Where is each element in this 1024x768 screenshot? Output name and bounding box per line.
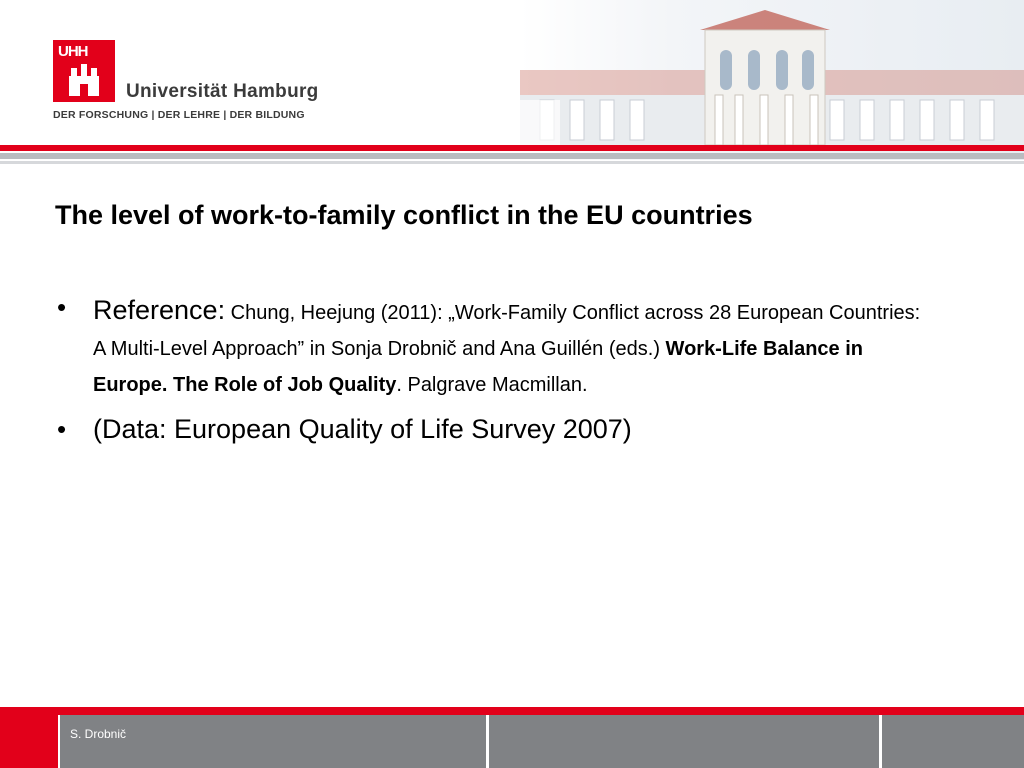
bullet-icon: • (57, 292, 67, 322)
logo-text: UHH (58, 43, 88, 60)
university-name: Universität Hamburg (126, 81, 319, 102)
bullet-data-source (55, 411, 935, 447)
footer-separator (486, 715, 489, 768)
reference-text-1: Chung, Heejung (2011): „Work-Family Conflict across 28 European Countries: A Multi-Level Approach” in Sonja Drobnič and Ana Guillén (eds.) (93, 302, 921, 360)
slide-title: The level of work-to-family conflict in the EU countries (55, 200, 753, 230)
header-red-stripe (0, 145, 1024, 151)
hamburg-castle-icon (67, 64, 101, 98)
bullet-list (55, 292, 935, 447)
bullet-reference (55, 292, 935, 403)
data-source-text: (Data: European Quality of Life Survey 2007) (93, 414, 632, 444)
footer-author: S. Drobnič (70, 727, 127, 741)
header-light-stripe (0, 161, 1024, 164)
university-tagline: DER FORSCHUNG | DER LEHRE | DER BILDUNG (53, 109, 305, 121)
university-building-image (520, 0, 1024, 160)
footer-red-stripe (0, 707, 1024, 715)
reference-label: Reference: (93, 295, 226, 325)
reference-text-2: . Palgrave Macmillan. (396, 374, 588, 396)
uhh-logo (53, 40, 115, 102)
header-grey-stripe (0, 153, 1024, 159)
slide-header (0, 0, 1024, 170)
footer-red-block (0, 715, 58, 768)
footer-separator (879, 715, 882, 768)
reference-book-title: Work-Life Balance in Europe. The Role of Job Quality (93, 338, 863, 396)
bullet-icon: • (57, 414, 67, 444)
